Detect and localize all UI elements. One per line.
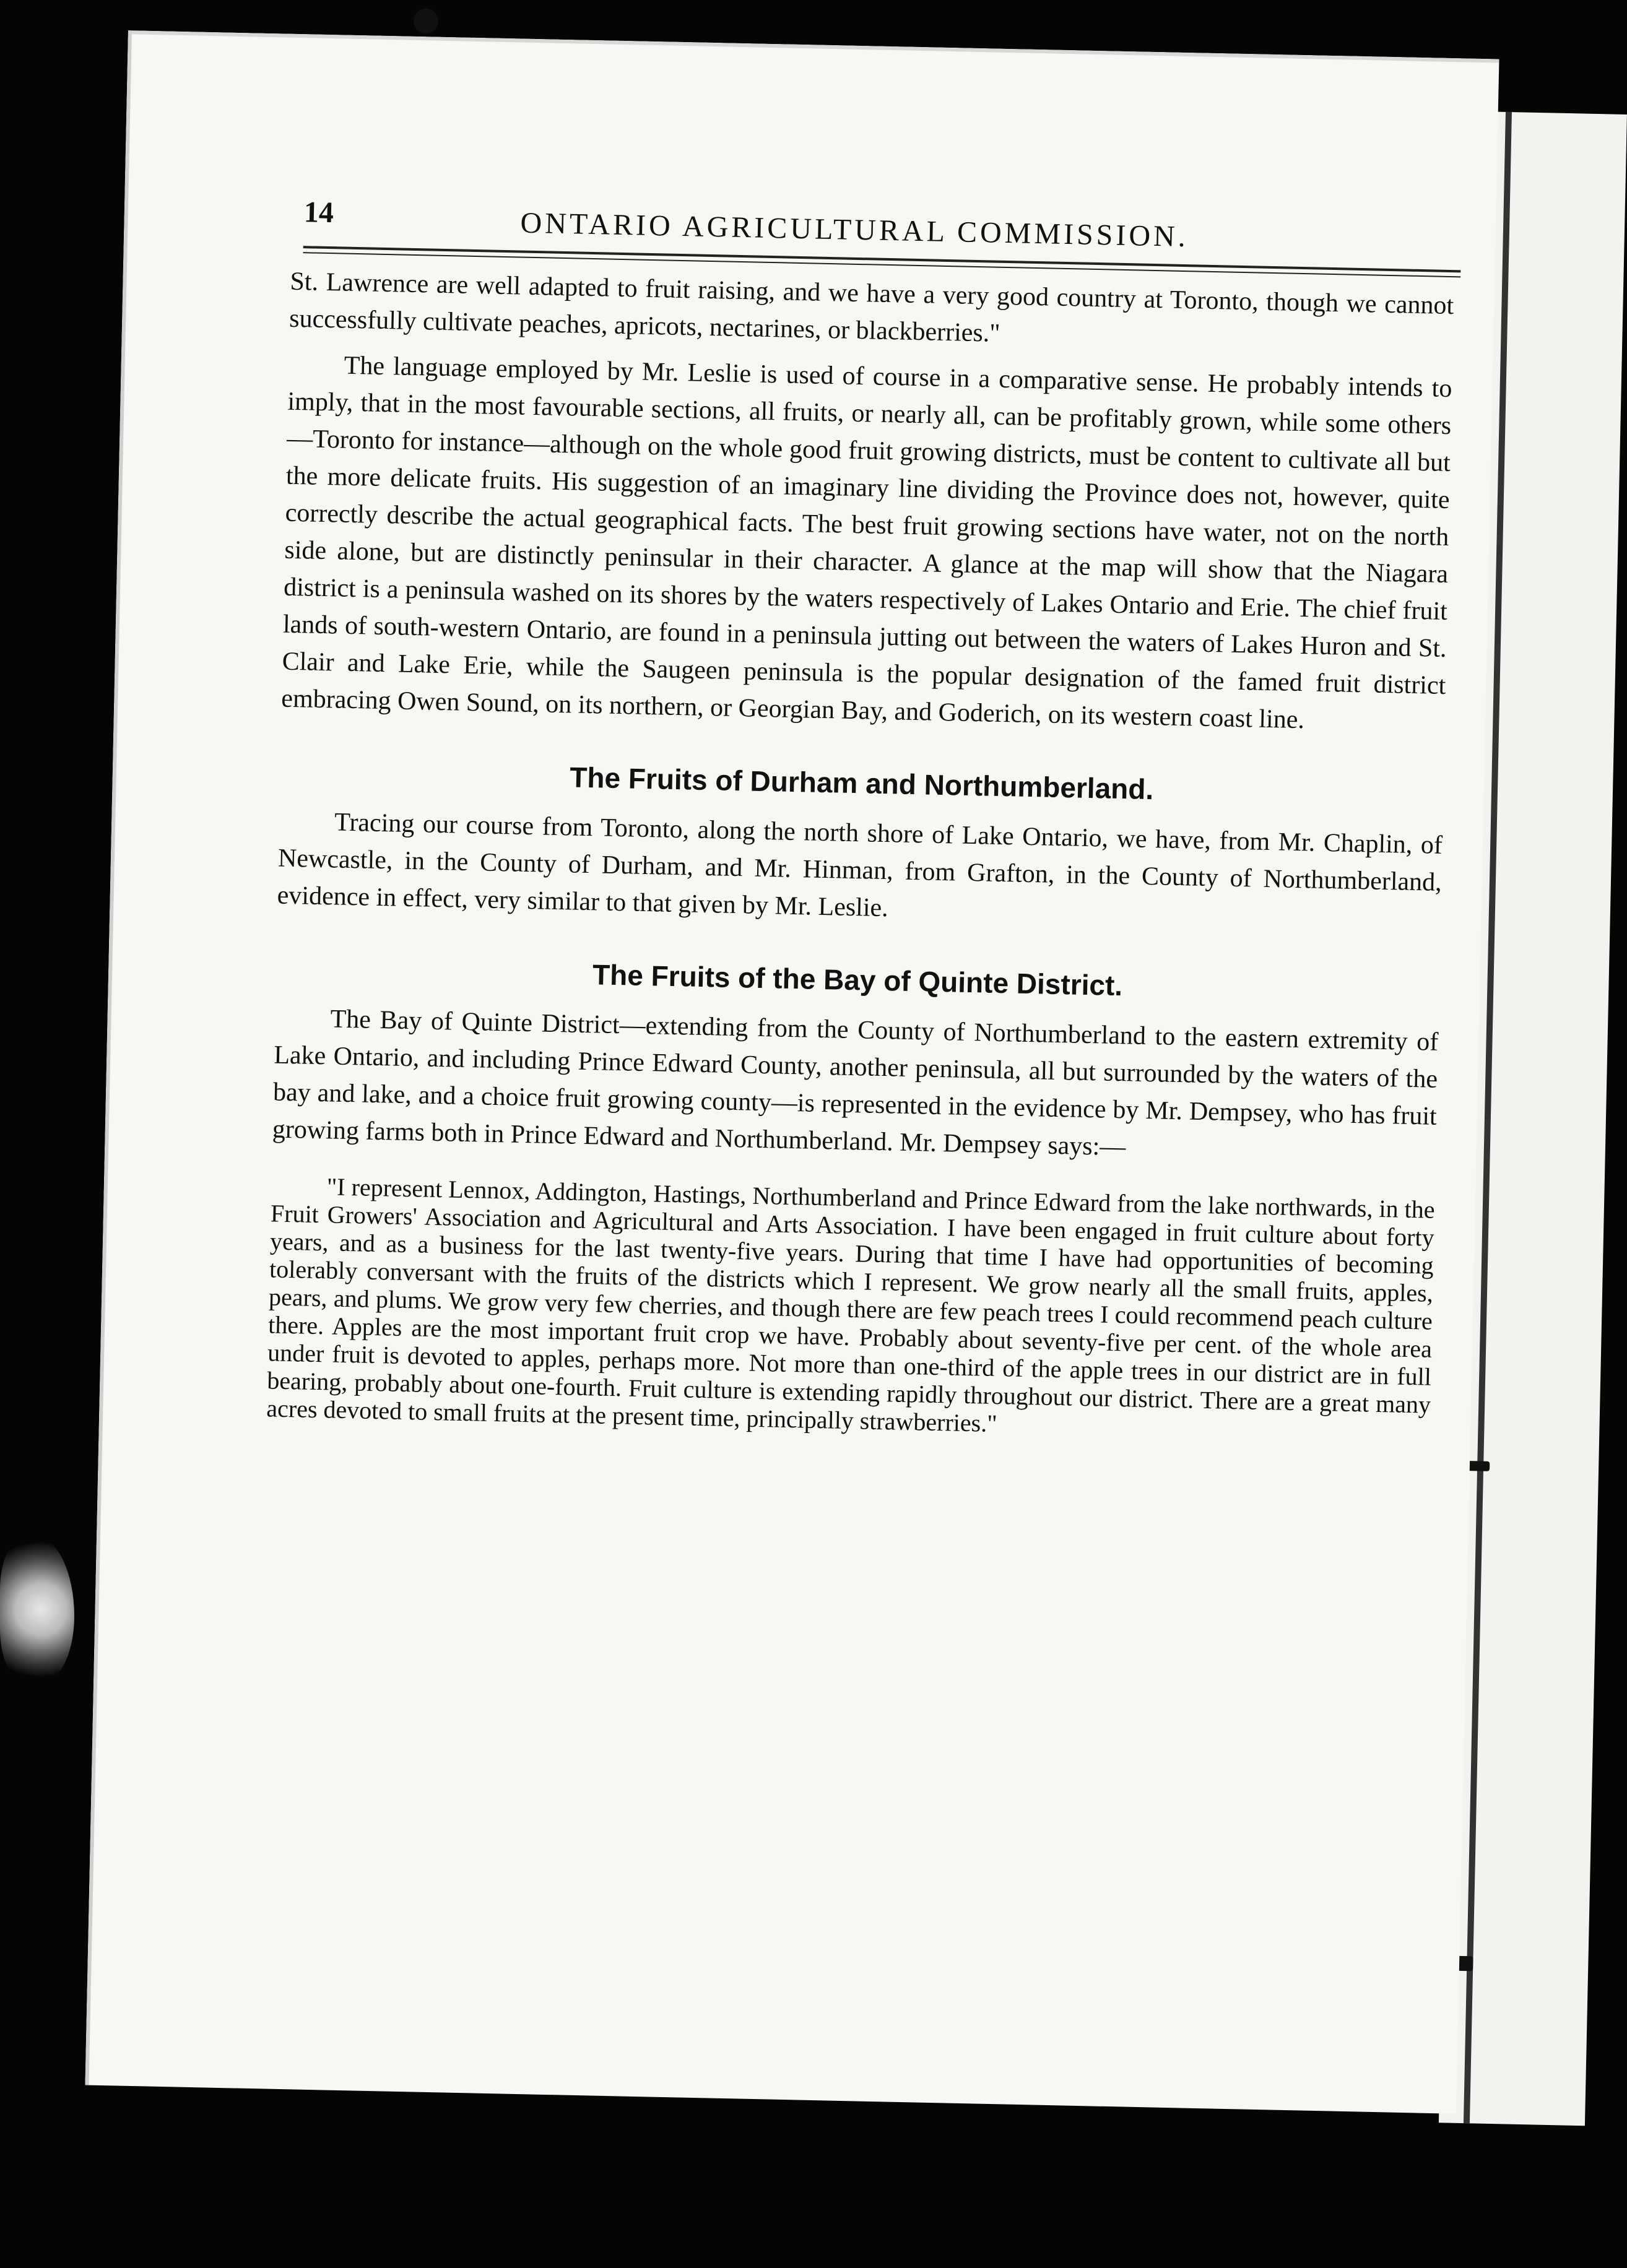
scan-speck xyxy=(414,9,438,33)
running-head: ONTARIO AGRICULTURAL COMMISSION. xyxy=(520,206,1189,254)
page-number: 14 xyxy=(303,196,334,230)
paragraph: St. Lawrence are well adapted to fruit raising, and we have a very good country at Toronto, though we cannot successfully cultivate peaches, apricots, nectarines, or blackberries." xyxy=(289,267,1454,348)
page-body xyxy=(266,263,1454,1447)
paragraph: The language employed by Mr. Leslie is used of course in a comparative sense. He probably intends to imply, that in the most favourable sections, all fruits, or nearly all, can be profitably grown, while some others—Toronto for instance—although on the whole good fruit growing districts, must be content to cultivate all but the more delicate fruits. His suggestion of an imaginary line dividing the Province does not, however, quite correctly describe the actual geographical facts. The best fruit growing sections have water, not on the north side alone, but are distinctly peninsular in their character. A glance at the map will show that the Niagara district is a peninsula washed on its shores by the waters respectively of Lakes Ontario and Erie. The chief fruit lands of south-western Ontario, are found in a peninsula jutting out between the waters of Lakes Huron and St. Clair and Lake Erie, while the Saugeen peninsula is the popular designation of the famed fruit district embracing Owen Sound, on its northern, or Georgian Bay, and Goderich, on its western coast line. xyxy=(280,351,1452,735)
block-quote: "I represent Lennox, Addington, Hastings, Northumberland and Prince Edward from the lake northwards, in the Fruit Growers' Association and Agricultural and Arts Association. I have been engaged in fruit culture about forty years, and as a business for the last twenty-five years. During that time I have had opportunities of becoming tolerably conversant with the fruits of the districts which I represent. We grow nearly all the small fruits, apples, pears, and plums. We grow very few cherries, and though there are few peach trees I could recommend peach culture there. Apples are the most important fruit crop we have. Probably about seventy-five per cent. of the whole area under fruit is devoted to apples, perhaps more. Not more than one-third of the apple trees in our district are in full bearing, probably about one-fourth. Fruit culture is extending rapidly throughout our district. There are a great many acres devoted to small fruits at the present time, principally strawberries." xyxy=(266,1172,1436,1438)
section-heading: The Fruits of the Bay of Quinte District. xyxy=(592,958,1123,1002)
page-header xyxy=(303,183,1462,275)
paragraph: Tracing our course from Toronto, along the north shore of Lake Ontario, we have, from Mr. Chaplin, of Newcastle, in the County of Durham, and Mr. Hinman, from Grafton, in the County of Northumberland, evidence in effect, very similar to that given by Mr. Leslie. xyxy=(277,808,1443,923)
book-page xyxy=(85,30,1499,2114)
section-heading: The Fruits of Durham and Northumberland. xyxy=(569,761,1154,806)
paragraph: The Bay of Quinte District—extending from the County of Northumberland to the eastern extremity of Lake Ontario, and including Prince Edward County, another peninsula, all but surrounded by the waters of the bay and lake, and a choice fruit growing county—is represented in the evidence by Mr. Dempsey, who has fruit growing farms both in Prince Edward and Northumberland. Mr. Dempsey says:— xyxy=(272,1005,1439,1162)
